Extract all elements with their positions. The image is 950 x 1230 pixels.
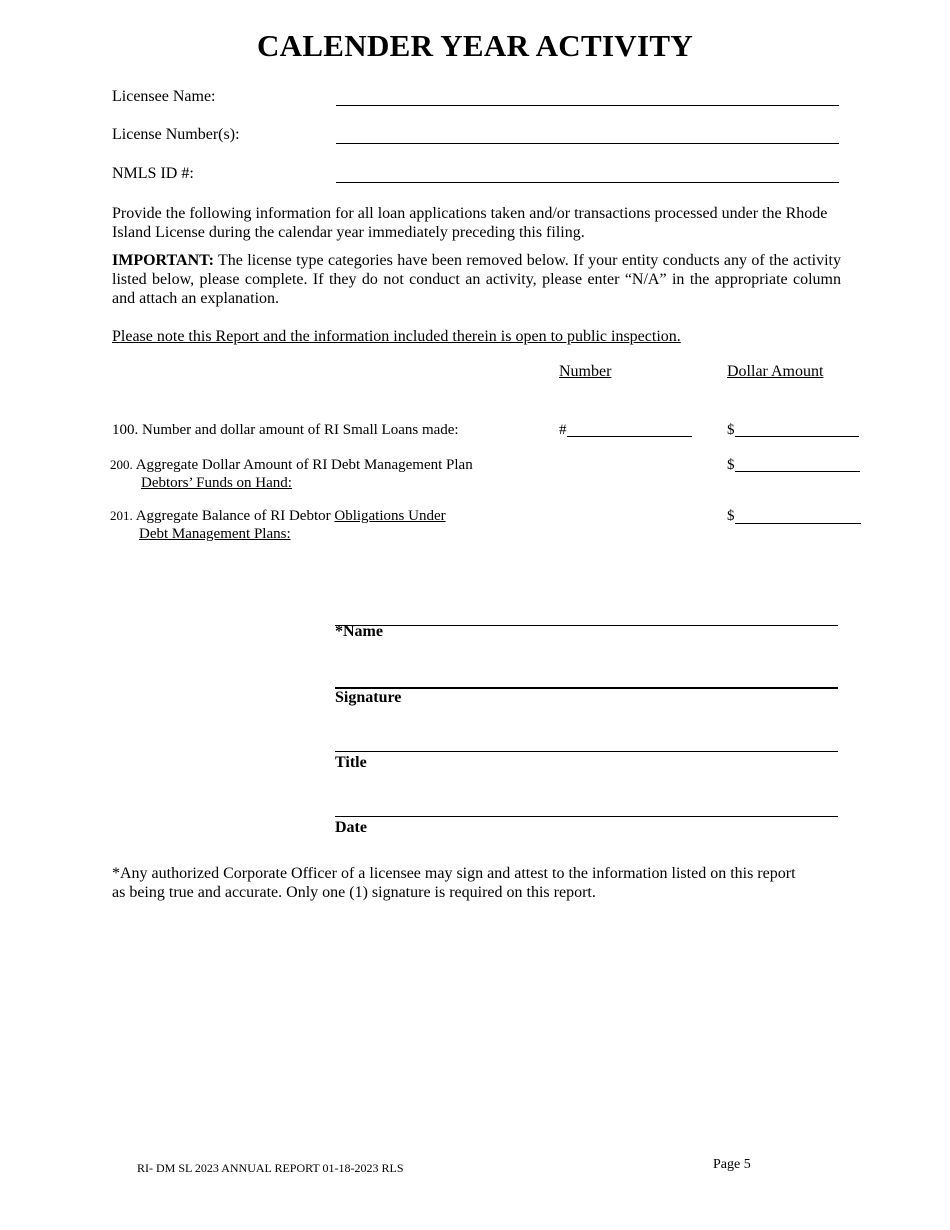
signature-line[interactable]: [335, 687, 838, 689]
authorized-officer-footnote: *Any authorized Corporate Officer of a licensee may sign and attest to the information listed on this report as being true and accurate. Only one (1) signature is required on this report.: [112, 865, 796, 901]
item-201: [110, 507, 446, 525]
name-label: *Name: [335, 623, 383, 640]
page-title: CALENDER YEAR ACTIVITY: [256, 28, 694, 63]
page-number: Page 5: [713, 1157, 751, 1172]
intro-paragraph: Provide the following information for all loan applications taken and/or transactions processed under the Rhode Island License during the calendar year immediately preceding this filing.: [112, 205, 828, 241]
item-100-number-prefix: #: [559, 422, 567, 438]
title-label: Title: [335, 754, 367, 771]
item-100-dollar-prefix: $: [727, 422, 735, 438]
important-paragraph: [112, 251, 841, 308]
item-200-dollar-prefix: $: [727, 457, 735, 473]
column-header-dollar-amount: Dollar Amount: [727, 363, 824, 380]
column-header-number: Number: [559, 363, 612, 380]
item-200-line2: Debtors’ Funds on Hand:: [141, 475, 292, 491]
important-text: The license type categories have been removed below. If your entity conducts any of the activity listed below, please complete. If they do not conduct an activity, please enter “N/A” in the appropriate column and attach an explanation.: [112, 252, 841, 307]
nmls-id-input[interactable]: [336, 182, 839, 183]
item-100: [112, 421, 459, 439]
item-201-dollar-input[interactable]: [735, 523, 861, 524]
item-201-dollar-prefix: $: [727, 508, 735, 524]
item-200-number: 200.: [110, 457, 133, 472]
date-signature-line[interactable]: [335, 816, 838, 817]
signature-label: Signature: [335, 689, 402, 706]
item-100-number: 100.: [112, 422, 139, 438]
item-201-line1-a: Aggregate Balance of RI Debtor: [135, 508, 335, 524]
license-numbers-label: License Number(s):: [112, 126, 240, 143]
license-numbers-input[interactable]: [336, 143, 839, 144]
nmls-id-label: NMLS ID #:: [112, 165, 194, 182]
item-201-line2: Debt Management Plans:: [139, 526, 291, 542]
item-200: [110, 456, 473, 474]
date-label: Date: [335, 819, 367, 836]
item-201-number: 201.: [110, 508, 133, 523]
title-signature-line[interactable]: [335, 751, 838, 752]
important-label: IMPORTANT:: [112, 252, 214, 269]
item-100-text: Number and dollar amount of RI Small Loans made:: [142, 422, 459, 438]
item-100-dollar-input[interactable]: [735, 436, 859, 437]
public-inspection-note: Please note this Report and the information included therein is open to public inspection.: [112, 328, 681, 345]
item-200-dollar-input[interactable]: [735, 471, 860, 472]
item-201-line1-b: Obligations Under: [334, 508, 446, 524]
item-100-number-input[interactable]: [567, 436, 692, 437]
name-signature-line[interactable]: [335, 625, 838, 626]
licensee-name-label: Licensee Name:: [112, 88, 216, 105]
item-200-line1: Aggregate Dollar Amount of RI Debt Management Plan: [135, 457, 473, 473]
licensee-name-input[interactable]: [336, 105, 839, 106]
footer-form-id: RI- DM SL 2023 ANNUAL REPORT 01-18-2023 RLS: [137, 1161, 404, 1175]
